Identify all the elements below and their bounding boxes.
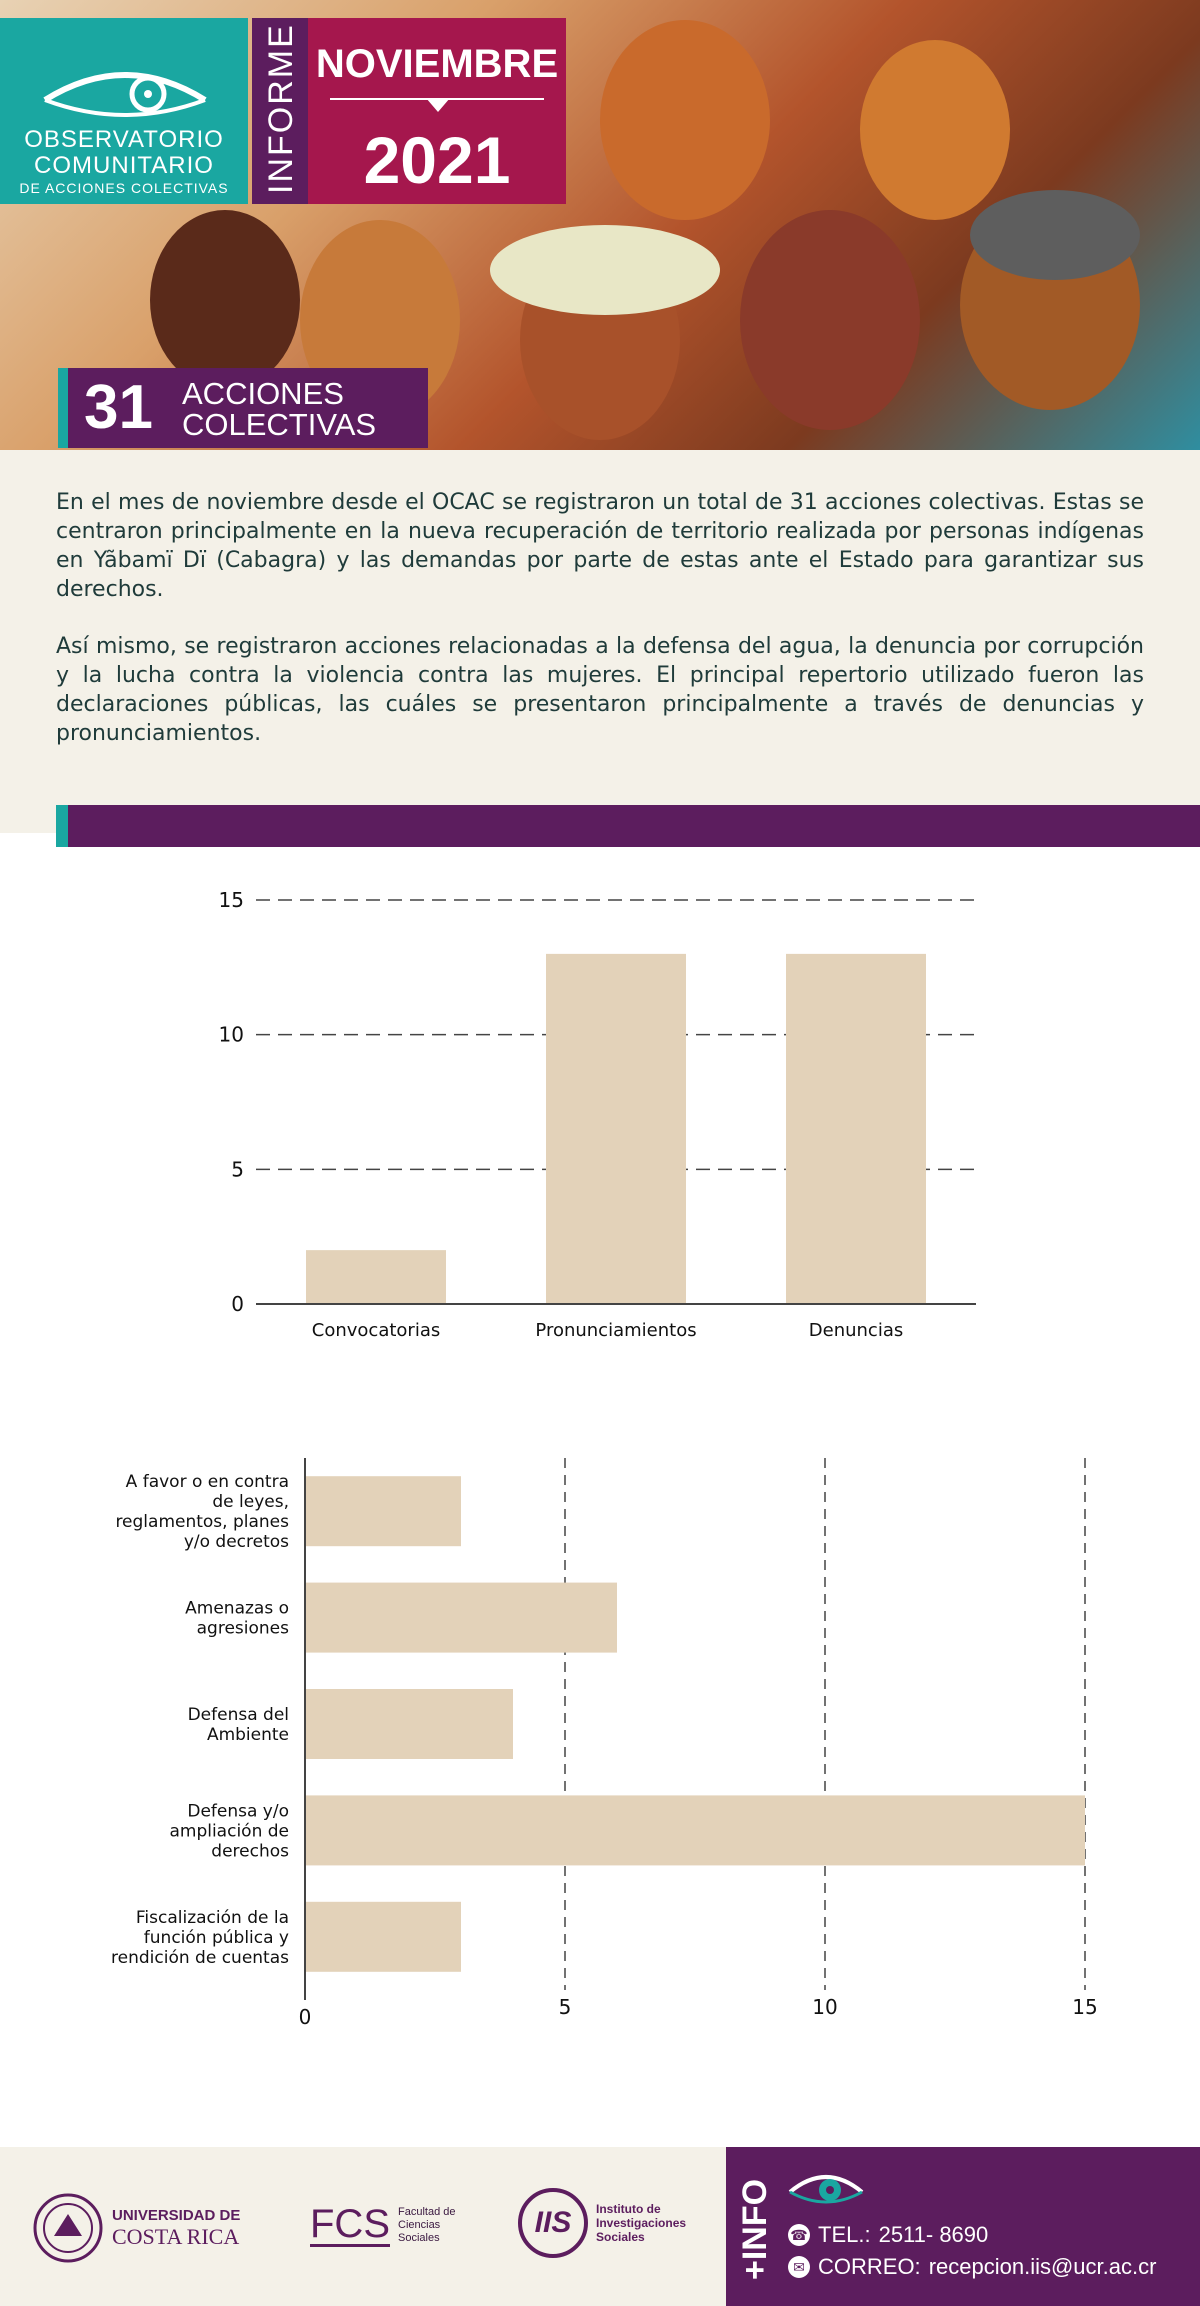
y-tick-label: Amenazas o agresiones <box>185 1598 289 1639</box>
fcs-line-2: Ciencias <box>398 2219 441 2231</box>
more-info-label: +INFO <box>736 2178 774 2280</box>
report-year: 2021 <box>363 123 511 197</box>
logo-line-3: DE ACCIONES COLECTIVAS <box>19 180 229 196</box>
ucr-logo <box>32 2192 240 2264</box>
illustration-hair <box>970 190 1140 280</box>
bar <box>305 1476 461 1546</box>
actions-count: 31 <box>84 373 153 442</box>
themes-bar-chart <box>0 1440 1200 2040</box>
fcs-abbr: FCS <box>310 2202 390 2246</box>
illustration-face <box>600 20 770 220</box>
iis-line-1: Instituto de <box>596 2202 661 2216</box>
ucr-line-2: COSTA RICA <box>112 2223 240 2249</box>
phone-value[interactable]: 2511- 8690 <box>878 2222 989 2247</box>
month-divider-arrow <box>426 98 450 112</box>
intro-paragraph-1: En el mes de noviembre desde el OCAC se registraron un total de 31 acciones colectivas. Estas se centraron principalmente en la nueva recuperación de territorio realizada por personas indígenas en Yãbamï Dï (Cabagra) y las demandas por parte de estas ante el Estado para garantizar sus derechos. <box>56 490 1144 602</box>
ucr-seal-icon <box>32 2192 104 2264</box>
fcs-line-1: Facultad de <box>398 2206 456 2218</box>
illustration-face <box>860 40 1010 220</box>
bar <box>305 1689 513 1759</box>
iis-line-2: Investigaciones <box>596 2216 687 2230</box>
logo-line-1: OBSERVATORIO <box>24 126 224 153</box>
actions-count-label <box>182 378 376 440</box>
illustration-face <box>740 210 920 430</box>
mail-value[interactable]: recepcion.iis@ucr.ac.cr <box>928 2254 1157 2279</box>
iis-line-3: Sociales <box>596 2230 645 2244</box>
month-box <box>308 18 566 204</box>
y-tick-label: Fiscalización de la función pública y rendición de cuentas <box>111 1907 289 1968</box>
y-tick-label: A favor o en contra de leyes, reglamentos, planes y/o decretos <box>115 1472 289 1553</box>
x-tick-label: Convocatorias <box>311 1320 441 1341</box>
mail-label: CORREO: <box>818 2254 921 2279</box>
contact-email <box>788 2254 1156 2280</box>
logo-line-2: COMUNITARIO <box>34 152 214 179</box>
intro-section <box>0 450 1200 833</box>
illustration-hat <box>490 225 720 315</box>
eye-icon <box>40 60 210 120</box>
x-tick-label: 5 <box>558 1995 572 2019</box>
iis-logo <box>518 2188 686 2258</box>
phone-label: TEL.: <box>818 2222 871 2247</box>
count-label-line-1: ACCIONES <box>182 376 344 411</box>
eye-icon <box>786 2168 866 2212</box>
x-tick-label: Pronunciamientos <box>535 1320 697 1341</box>
y-tick-label: 15 <box>218 888 244 912</box>
bar <box>546 954 686 1304</box>
fcs-line-3: Sociales <box>398 2232 440 2244</box>
header-illustration <box>0 0 1200 450</box>
phone-icon: ☎ <box>788 2224 810 2246</box>
x-tick-label: Denuncias <box>808 1320 904 1341</box>
x-tick-label: 15 <box>1072 1995 1098 2019</box>
report-label: INFORME <box>262 23 300 194</box>
section-band-accent <box>56 805 68 847</box>
section-band <box>56 805 1200 847</box>
count-label-line-2: COLECTIVAS <box>182 407 377 442</box>
y-tick-label: Defensa y/o ampliación de derechos <box>169 1801 289 1862</box>
illustration-face <box>150 210 300 390</box>
mail-icon: ✉ <box>788 2256 810 2278</box>
bar <box>786 954 926 1304</box>
ucr-line-1: UNIVERSIDAD DE <box>112 2206 241 2224</box>
intro-paragraph-2: Así mismo, se registraron acciones relacionadas a la defensa del agua, la denuncia por corrupción y la lucha contra la violencia contra las mujeres. El principal repertorio utilizado fueron las declaraciones públicas, las cuáles se presentaron principalmente a través de denuncias y pronunciamientos. <box>56 634 1144 746</box>
x-tick-label: 0 <box>298 2005 312 2029</box>
count-band-accent <box>58 368 68 448</box>
month-name: NOVIEMBRE <box>315 42 559 86</box>
bar <box>305 1795 1085 1865</box>
bar <box>306 1250 446 1304</box>
repertoire-bar-chart <box>0 870 1200 1350</box>
contact-phone <box>788 2222 988 2248</box>
y-tick-label: 0 <box>231 1292 244 1316</box>
iis-abbr: IIS <box>518 2188 588 2258</box>
ocac-logo <box>0 18 248 204</box>
y-tick-label: Defensa del Ambiente <box>187 1705 289 1745</box>
bar <box>305 1902 461 1972</box>
y-tick-label: 10 <box>218 1022 244 1047</box>
x-tick-label: 10 <box>812 1995 838 2019</box>
report-label-box <box>252 18 308 204</box>
y-tick-label: 5 <box>231 1157 244 1182</box>
bar <box>305 1583 617 1653</box>
fcs-logo <box>310 2204 455 2247</box>
